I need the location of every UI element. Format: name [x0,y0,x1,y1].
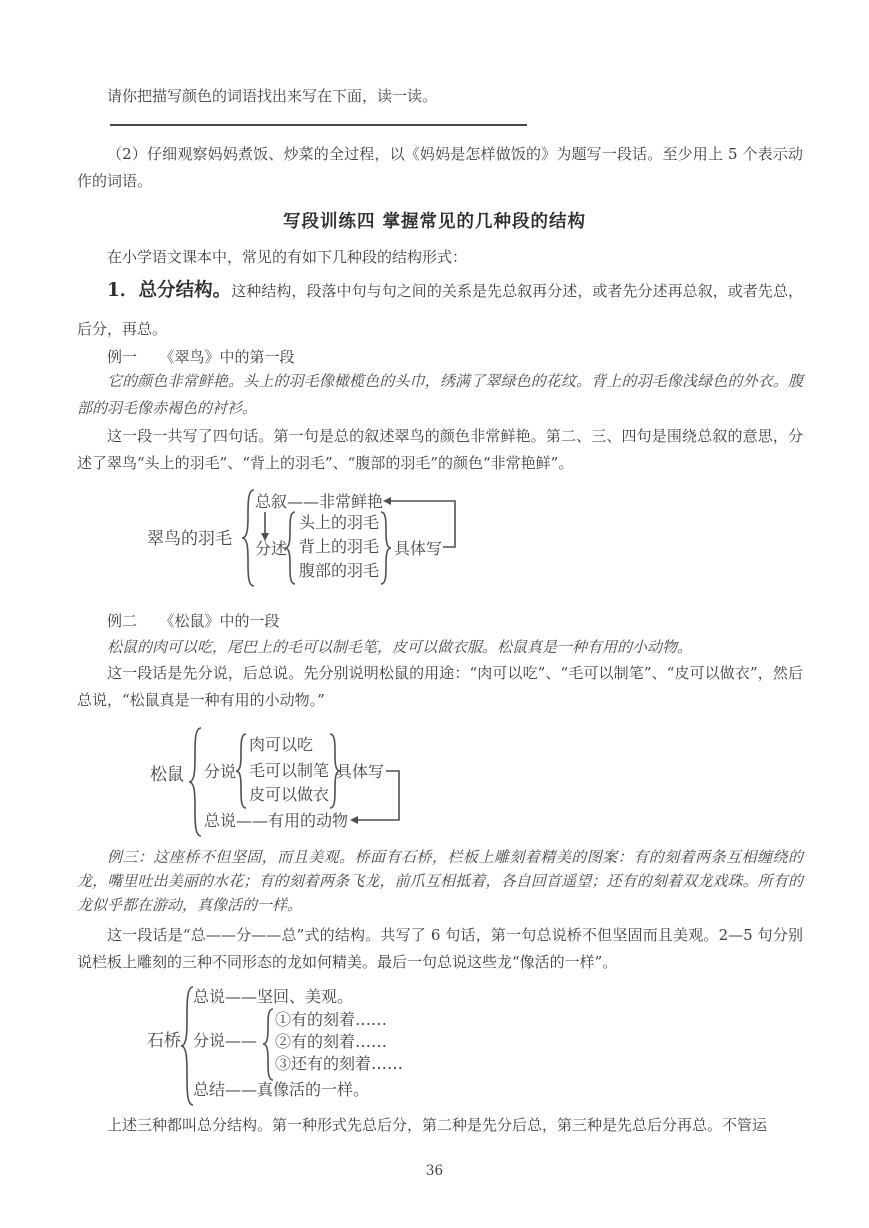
outer-brace [181,987,193,1105]
diagram-row-conclusion: 总结——真像活的一样。 [193,1080,370,1099]
diagram-item: 腹部的羽毛 [299,561,380,580]
diagram-item: 背上的羽毛 [299,537,380,556]
diagram-item: ②有的刻着…… [275,1032,388,1051]
section-title: 写段训练四 掌握常见的几种段的结构 [282,212,587,232]
diagram-item: ①有的刻着…… [275,1010,388,1029]
example-1-quote: 它的颜色非常鲜艳。头上的羽毛像橄榄色的头巾，绣满了翠绿色的花纹。背上的羽毛像浅绿色的外衣。腹部的羽毛像赤褐色的衬衫。 [77,372,803,417]
diagram-row-detail-term: 分说—— [193,1031,258,1050]
diagram-item: 毛可以制笔 [249,761,330,780]
diagram-label: 松鼠 [150,765,184,785]
diagram-stone-bridge-structure [147,985,492,1107]
point-1-body: 这种结构，段落中句与句之间的关系是先总叙再分述，或者先分述再总叙，或者先总，后分，再总。 [77,282,803,338]
diagram-kingfisher-structure [147,484,477,604]
diagram-item: 肉可以吃 [249,735,314,754]
example-2-analysis: 这一段话是先分说，后总说。先分别说明松鼠的用途：“肉可以吃”、“毛可以制笔”、“皮可以做衣”，然后总说，“松鼠真是一种有用的小动物。” [77,664,803,709]
example-1-analysis: 这一段一共写了四句话。第一句是总的叙述翠鸟的颜色非常鲜艳。第二、三、四句是围绕总叙的意思，分述了翠鸟“头上的羽毛”、“背上的羽毛”、“腹部的羽毛”的颜色“非常艳鲜”。 [77,427,803,472]
diagram-item: ③还有的刻着…… [275,1054,404,1073]
diagram-row-summary: 总说——坚回、美观。 [193,987,354,1006]
diagram-note: 具体写 [336,762,385,781]
diagram-note: 具体写 [394,539,443,558]
inner-left-brace [263,1009,273,1080]
arrow-left-head-icon [383,497,391,505]
diagram-item: 皮可以做衣 [249,785,330,804]
inner-right-brace [381,512,391,584]
diagram-row-detail-term: 分述 [255,539,288,558]
example-1-caption: 例一 《翠鸟》中的第一段 [107,348,295,366]
example-3-analysis: 这一段话是“总——分——总”式的结构。共写了 6 句话，第一句总说桥不但坚固而且美观。2—5 句分别说栏板上雕刻的三种不同形态的龙如何精美。最后一句总说这些龙“像活的一样”。 [77,926,803,971]
diagram-row-summary: 总说——有用的动物 [204,811,349,830]
exercise-item-2: （2）仔细观察妈妈煮饭、炒菜的全过程，以《妈妈是怎样做饭的》为题写一段话。至少用上 5 个表示动作的词语。 [77,145,803,190]
arrow-left-head-icon [350,816,358,824]
closing-paragraph: 上述三种都叫总分结构。第一种形式先总后分，第二种是先分后总，第三种是先总后分再总。不管运 [107,1116,768,1134]
answer-blank-line [110,124,527,126]
point-1-paragraph [77,272,803,348]
point-1-heading: 1．总分结构。 [107,280,232,301]
diagram-row-detail-term: 分说 [204,762,237,781]
diagram-label: 翠鸟的羽毛 [147,529,232,549]
diagram-label: 石桥 [147,1031,181,1051]
page-number: 36 [425,1163,444,1179]
section-lead: 在小学语文课本中，常见的有如下几种段的结构形式： [107,248,468,266]
outer-brace [189,728,201,836]
inner-left-brace [236,734,246,808]
example-2-quote: 松鼠的肉可以吃，尾巴上的毛可以制毛笔，皮可以做衣服。松鼠真是一种有用的小动物。 [107,638,693,656]
diagram-row-summary: 总叙——非常鲜艳 [255,492,384,511]
diagram-squirrel-structure [148,726,478,841]
example-3-quote: 例三：这座桥不但坚固，而且美观。桥面有石桥，栏板上雕刻着精美的图案：有的刻着两条互相缠绕的龙，嘴里吐出美丽的水花；有的刻着两条飞龙，前爪互相抵着，各自回首遥望；还有的刻着双龙戏珠。所有的龙似乎都在游动，真像活的一样。 [77,848,803,914]
intro-instruction: 请你把描写颜色的词语找出来写在下面，读一读。 [107,87,438,105]
diagram-item: 头上的羽毛 [299,513,380,532]
example-2-caption: 例二 《松鼠》中的一段 [107,612,280,630]
outer-brace [242,490,254,586]
